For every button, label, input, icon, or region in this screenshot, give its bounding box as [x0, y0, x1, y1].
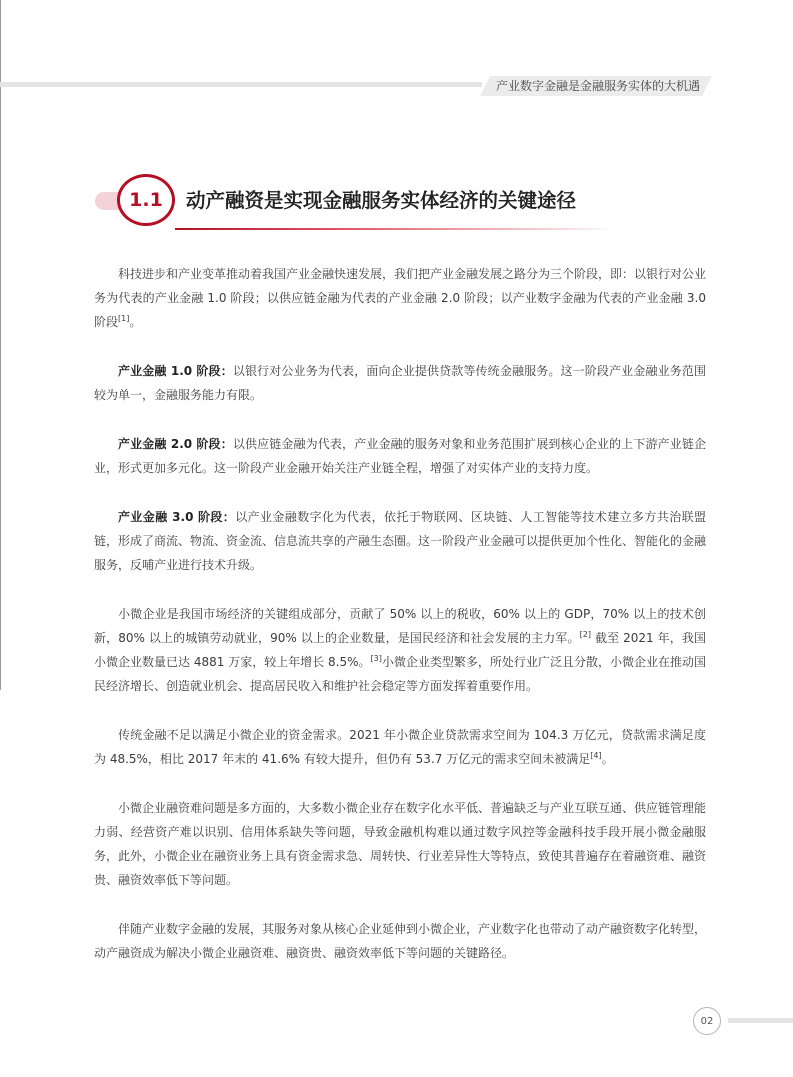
- paragraph-stage-2: [94, 432, 706, 480]
- paragraph-text: 截至 2021 年，我国小微企业数量已达 4881 万家，较上年增长 8.5%。: [94, 631, 706, 669]
- paragraph-text: 小微企业融资难问题是多方面的，大多数小微企业存在数字化水平低、普遍缺乏与产业互联互通、供应链管理能力弱、经营资产难以识别、信用体系缺失等问题，导致金融机构难以通过数字风控等金融科技手段开展小微金融服务，此外，小微企业在融资业务上具有资金需求急、周转快、行业差异性大等特点，致使其普遍存在着融资难、融资贵、融资效率低下等问题。: [94, 801, 707, 887]
- section-number-badge: [117, 174, 175, 226]
- citation-2: [2]: [579, 630, 591, 639]
- paragraph-text: 小微企业是我国市场经济的关键组成部分，贡献了 50% 以上的税收，60% 以上的 GDP，70% 以上的技术创新，80% 以上的城镇劳动就业，90% 以上的企业数量，是国民经济和社会发展的主力军。: [94, 607, 706, 645]
- paragraph-text: 传统金融不足以满足小微企业的资金需求。2021 年小微企业贷款需求空间为 104.3 万亿元，贷款需求满足度为 48.5%，相比 2017 年末的 41.6% 有较大提升，但仍有 53.7 万亿元的需求空间未被满足: [94, 728, 706, 766]
- paragraph-tail: 。: [601, 752, 614, 766]
- stage-2-lead: 产业金融 2.0 阶段：: [118, 437, 233, 451]
- paragraph-financing-problems: [94, 796, 706, 892]
- footer-rule: [728, 1018, 793, 1023]
- body-text: [94, 262, 706, 990]
- stage-1-lead: 产业金融 1.0 阶段：: [118, 364, 233, 378]
- paragraph-text: 以供应链金融为代表，产业金融的服务对象和业务范围扩展到核心企业的上下游产业链企业，形式更加多元化。这一阶段产业金融开始关注产业链全程，增强了对实体产业的支持力度。: [94, 437, 706, 475]
- paragraph-small-business: [94, 602, 706, 698]
- stage-3-lead: 产业金融 3.0 阶段：: [118, 510, 236, 524]
- paragraph-stage-3: [94, 505, 706, 577]
- paragraph-conclusion: [94, 917, 706, 965]
- citation-1: [1]: [118, 314, 130, 323]
- paragraph-text: 以产业金融数字化为代表，依托于物联网、区块链、人工智能等技术建立多方共治联盟链，形成了商流、物流、资金流、信息流共享的产融生态圈。这一阶段产业金融可以提供更加个性化、智能化的金融服务，反哺产业进行技术升级。: [94, 510, 707, 572]
- paragraph-tail: 。: [129, 315, 142, 329]
- header-rule: [0, 82, 482, 87]
- paragraph-text: 科技进步和产业变革推动着我国产业金融快速发展，我们把产业金融发展之路分为三个阶段，即：以银行对公业务为代表的产业金融 1.0 阶段；以供应链金融为代表的产业金融 2.0 阶段；以产业数字金融为代表的产业金融 3.0 阶段: [94, 267, 707, 329]
- page-number: 02: [693, 1007, 721, 1035]
- paragraph-intro: [94, 262, 706, 334]
- paragraph-financing-gap: [94, 723, 706, 771]
- paragraph-text: 小微企业类型繁多，所处行业广泛且分散，小微企业在推动国民经济增长、创造就业机会、提高居民收入和维护社会稳定等方面发挥着重要作用。: [94, 655, 706, 693]
- section-title: 动产融资是实现金融服务实体经济的关键途径: [186, 189, 577, 212]
- page-left-edge: [0, 0, 1, 690]
- running-header-title: 产业数字金融是金融服务实体的大机遇: [496, 79, 701, 93]
- section-title-underline: [175, 228, 615, 230]
- citation-3: [3]: [370, 654, 382, 663]
- paragraph-stage-1: [94, 359, 706, 407]
- section-number: 1.1: [126, 183, 166, 217]
- paragraph-text: 伴随产业数字金融的发展，其服务对象从核心企业延伸到小微企业，产业数字化也带动了动产融资数字化转型，动产融资成为解决小微企业融资难、融资贵、融资效率低下等问题的关键路径。: [94, 922, 707, 960]
- paragraph-text: 以银行对公业务为代表，面向企业提供贷款等传统金融服务。这一阶段产业金融业务范围较为单一，金融服务能力有限。: [94, 364, 706, 402]
- citation-4: [4]: [590, 751, 602, 760]
